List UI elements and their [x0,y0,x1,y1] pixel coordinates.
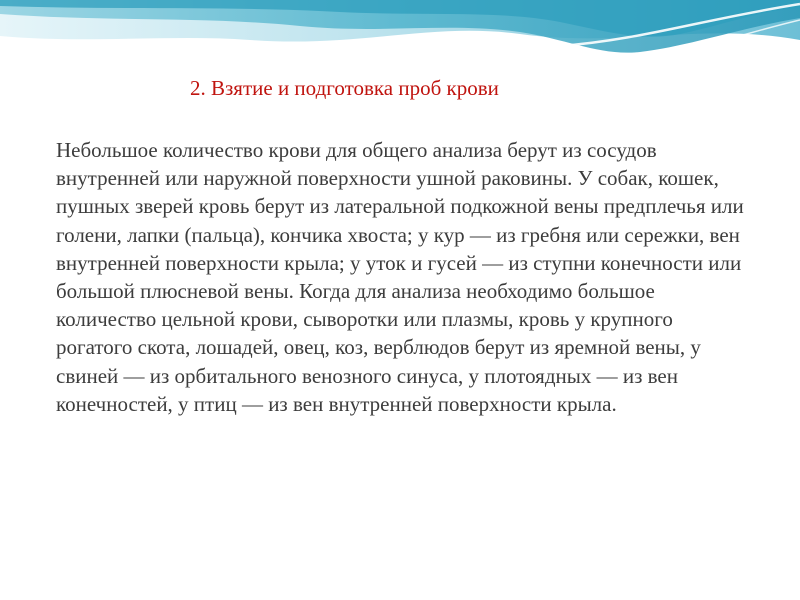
slide-title: 2. Взятие и подготовка проб крови [190,76,499,100]
slide-body-text: Небольшое количество крови для общего анализа берут из сосудов внутренней или наружной поверхности ушной раковины. У собак, кошек, пушных зверей кровь берут из латеральной подкожной вены предплечья или голени, лапки (пальца), кончика хвоста; у кур — из гребня или сережки, вен внутренней поверхности крыла; у уток и гусей — из ступни конечности или большой плюсневой вены. Когда для анализа необходимо большое количество цельной крови, сыворотки или плазмы, кровь у крупного рогатого скота, лошадей, овец, коз, верблюдов берут из яремной вены, у свиней — из орбитального венозного синуса, у плотоядных — из вен конечностей, у птиц — из вен внутренней поверхности крыла. [56,138,744,416]
